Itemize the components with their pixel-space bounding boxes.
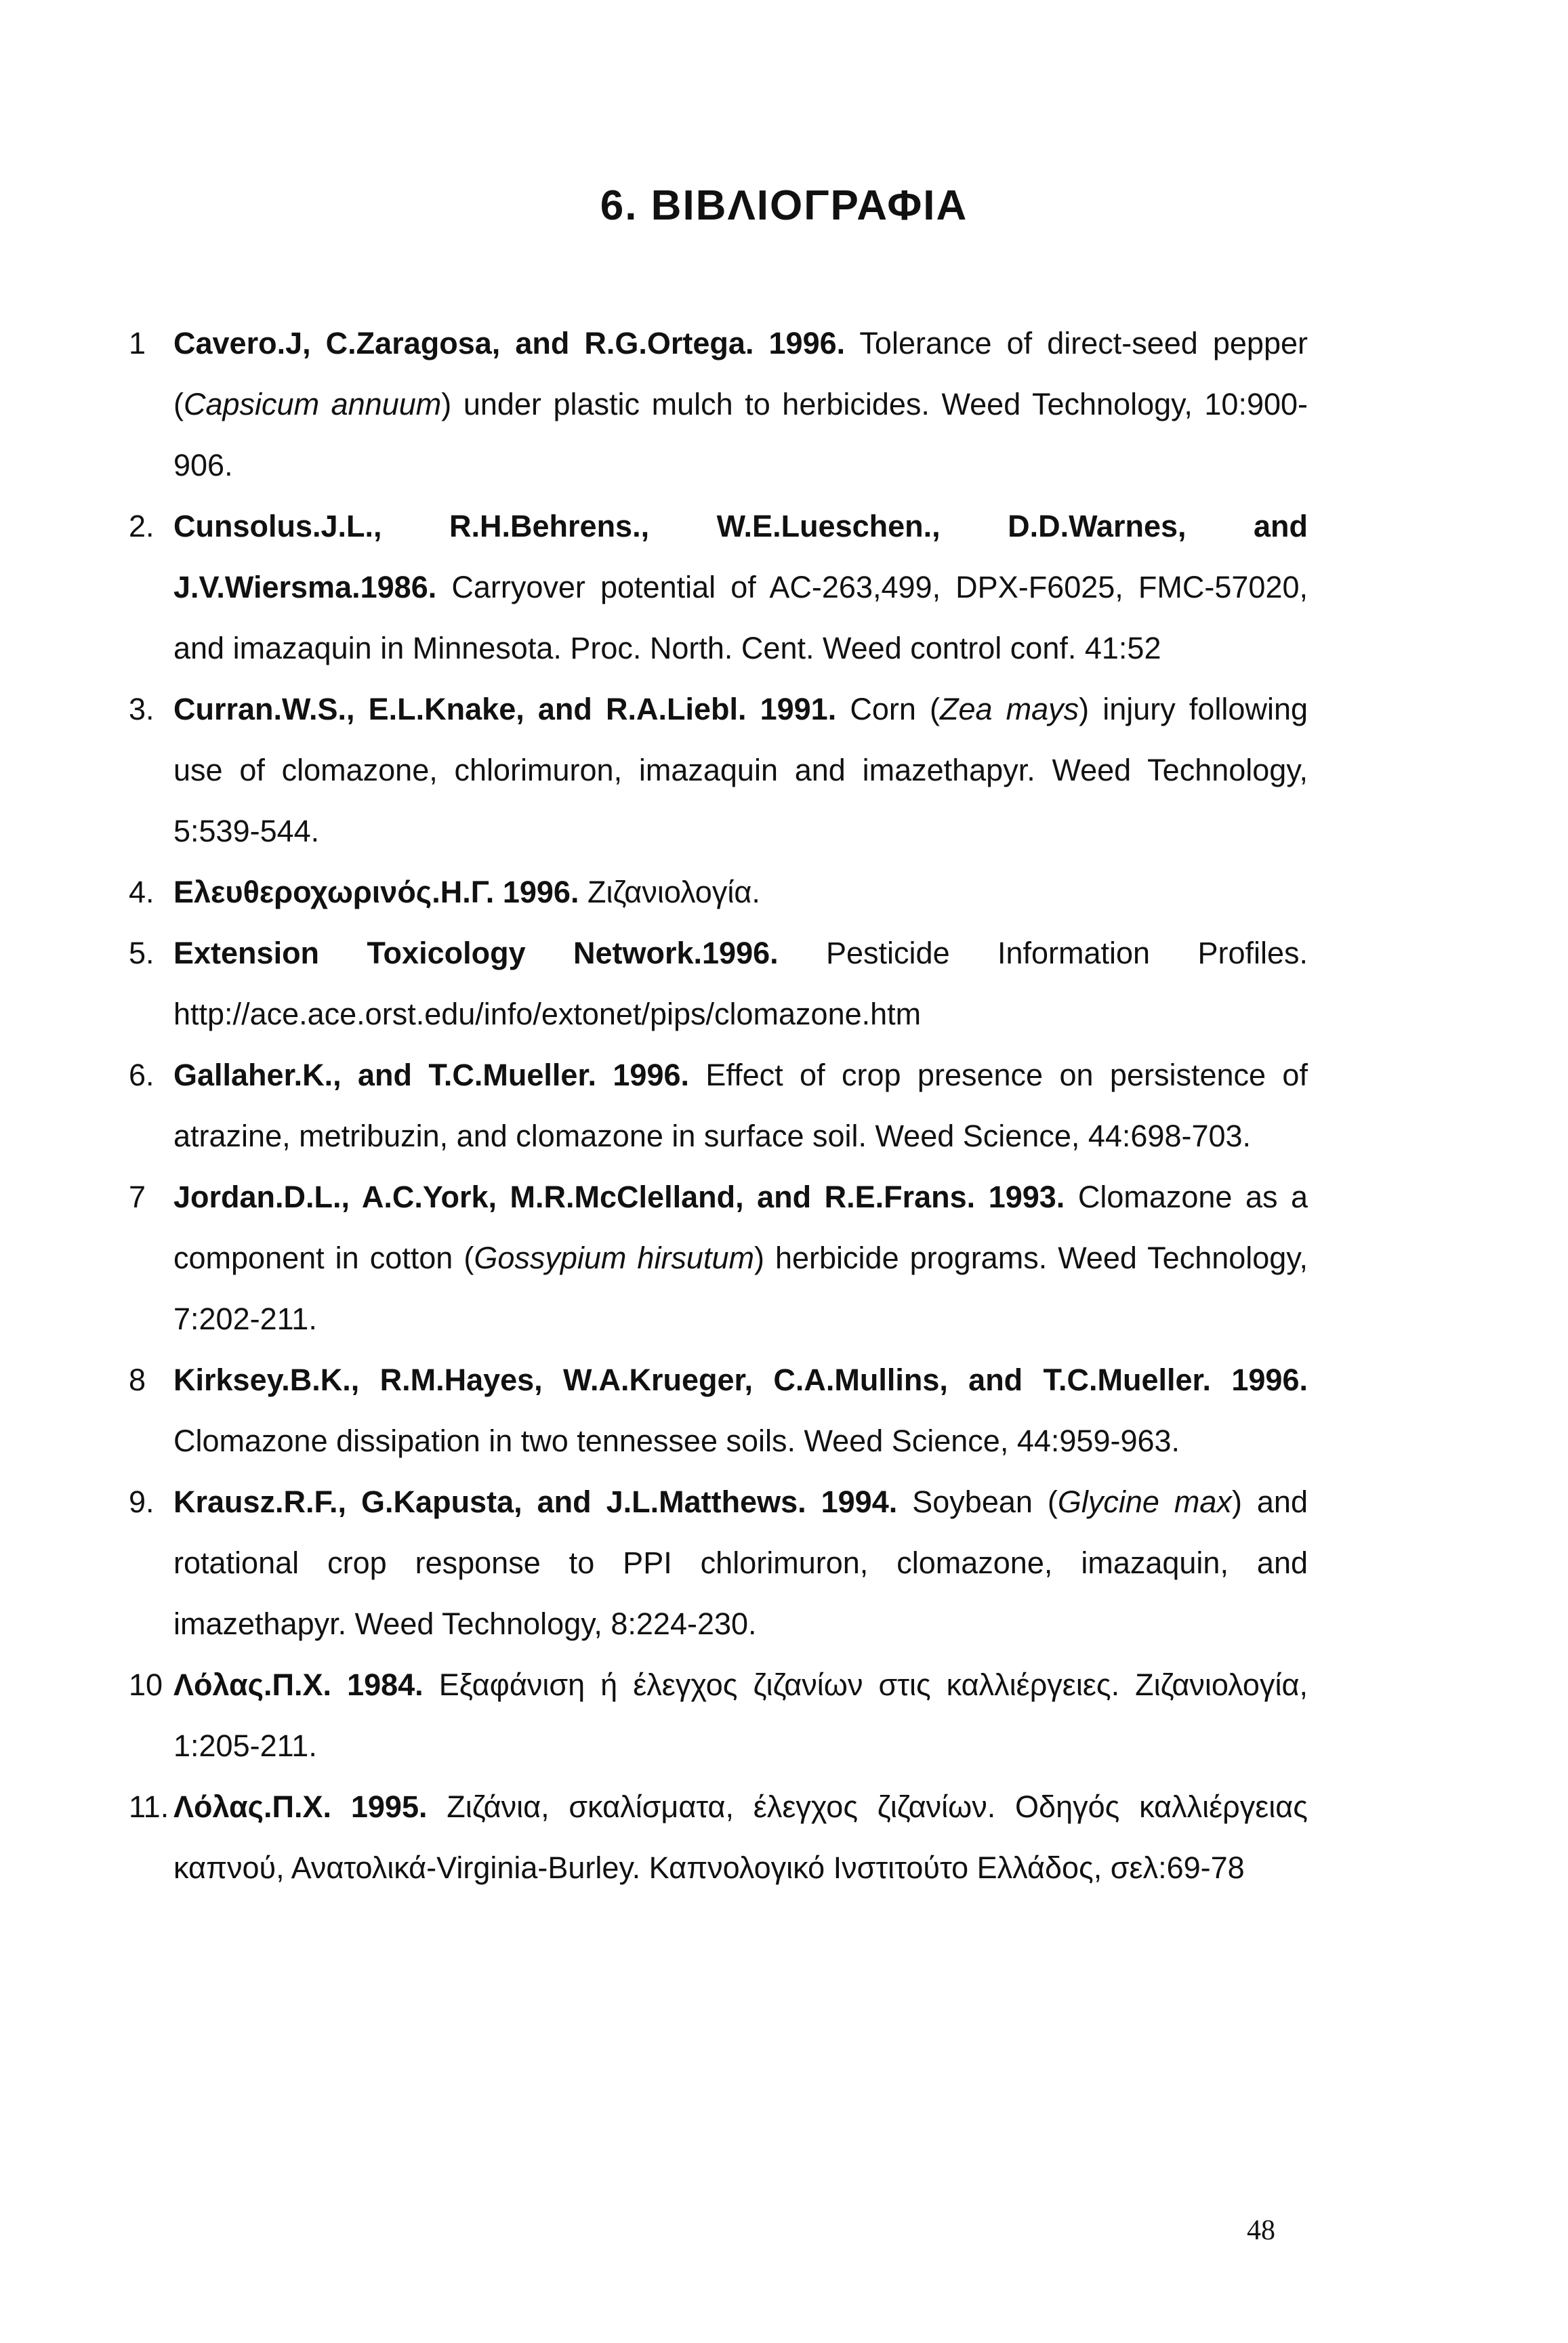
reference-number: 3. [129, 692, 154, 726]
reference-text: Soybean ( [912, 1485, 1058, 1519]
reference-item-6 [129, 1045, 1308, 1167]
reference-species: Zea mays [939, 692, 1079, 726]
reference-text: Effect of crop presence on persistence of atrazine, metribuzin, and clomazone in surface soil. Weed Science, 44:698-703. [173, 1058, 1308, 1153]
reference-number: 8 [129, 1363, 146, 1397]
reference-text: Clomazone dissipation in two tennessee soils. Weed Science, 44:959-963. [173, 1424, 1180, 1458]
reference-number: 7 [129, 1180, 146, 1214]
reference-text: Clomazone as a component in cotton ( [173, 1180, 1308, 1275]
reference-year: 1993. [988, 1180, 1065, 1214]
reference-list [129, 313, 1308, 1899]
reference-species: Gossypium hirsutum [474, 1241, 754, 1275]
reference-authors: Λόλας.Π.Χ. [173, 1667, 332, 1702]
reference-text: Carryover potential of AC-263,499, DPX-F6025, FMC-57020, and imazaquin in Minnesota. Proc. North. Cent. Weed control conf. 41:52 [173, 570, 1308, 665]
reference-year: 1996. [613, 1058, 690, 1092]
reference-item-5 [129, 923, 1308, 1045]
reference-authors: Curran.W.S., E.L.Knake, and R.A.Liebl. [173, 692, 747, 726]
reference-text-end: ) under plastic mulch to herbicides. Weed Technology, 10:900-906. [173, 387, 1308, 482]
reference-item-4 [129, 862, 1308, 923]
reference-year: 1984. [347, 1667, 424, 1702]
reference-text: Εξαφάνιση ή έλεγχος ζιζανίων στις καλλιέργειες. Ζιζανιολογία, 1:205-211. [173, 1667, 1308, 1763]
reference-year: 1995. [350, 1789, 428, 1824]
reference-authors: Λόλας.Π.Χ. [173, 1789, 332, 1824]
reference-number: 9. [129, 1485, 154, 1519]
reference-item-3 [129, 679, 1308, 862]
reference-text-end: ) herbicide programs. Weed Technology, 7:202-211. [173, 1241, 1308, 1336]
reference-number: 2. [129, 509, 154, 543]
reference-item-7 [129, 1167, 1308, 1350]
reference-number: 4. [129, 875, 154, 909]
reference-item-9 [129, 1472, 1308, 1655]
reference-number: 1 [129, 326, 146, 360]
reference-item-11 [129, 1777, 1308, 1899]
reference-authors: Ελευθεροχωρινός.Η.Γ. [173, 875, 495, 909]
reference-number: 11. [129, 1789, 169, 1824]
reference-text-end: ) injury following use of clomazone, chlorimuron, imazaquin and imazethapyr. Weed Technology, 5:539-544. [173, 692, 1308, 848]
reference-item-8 [129, 1350, 1308, 1472]
reference-text: Ζιζάνια, σκαλίσματα, έλεγχος ζιζανίων. Οδηγός καλλιέργειας καπνού, Ανατολικά-Virginia-Burley. Καπνολογικό Ινστιτούτο Ελλάδος, σελ:69-78 [173, 1789, 1308, 1885]
reference-text: Pesticide Information Profiles. http://ace.ace.orst.edu/info/extonet/pips/clomazone.htm [173, 936, 1308, 1031]
page-number: 48 [1247, 2215, 1275, 2246]
reference-year: 1996. [502, 875, 579, 909]
page-title: 6. ΒΙΒΛΙΟΓΡΑΦΙΑ [600, 182, 968, 229]
reference-item-2 [129, 496, 1308, 679]
reference-authors: Extension Toxicology Network. [173, 936, 703, 970]
reference-year: 1996. [702, 936, 779, 970]
reference-authors: Kirksey.B.K., R.M.Hayes, W.A.Krueger, C.A.Mullins, and T.C.Mueller. [173, 1363, 1212, 1397]
reference-number: 10 [129, 1667, 163, 1702]
reference-species: Glycine max [1057, 1485, 1232, 1519]
reference-authors: Krausz.R.F., G.Kapusta, and J.L.Matthews. [173, 1485, 806, 1519]
reference-year: 1996. [1231, 1363, 1308, 1397]
reference-year: 1994. [821, 1485, 898, 1519]
reference-species: Capsicum annuum [184, 387, 442, 421]
reference-year: 1991. [760, 692, 837, 726]
reference-authors: Cunsolus.J.L., R.H.Behrens., W.E.Lueschen., D.D.Warnes, and J.V.Wiersma. [173, 509, 1308, 604]
reference-year: 1996. [768, 326, 846, 360]
reference-number: 6. [129, 1058, 154, 1092]
reference-authors: Jordan.D.L., A.C.York, M.R.McClelland, and R.E.Frans. [173, 1180, 976, 1214]
reference-text: Corn ( [850, 692, 940, 726]
reference-text: Tolerance of direct-seed pepper ( [173, 326, 1308, 421]
reference-authors: Cavero.J, C.Zaragosa, and R.G.Ortega. [173, 326, 754, 360]
reference-text: Ζιζανιολογία. [587, 875, 760, 909]
reference-item-10 [129, 1655, 1308, 1777]
reference-authors: Gallaher.K., and T.C.Mueller. [173, 1058, 596, 1092]
reference-text-end: ) and rotational crop response to PPI chlorimuron, clomazone, imazaquin, and imazethapyr. Weed Technology, 8:224-230. [173, 1485, 1308, 1641]
reference-item-1 [129, 313, 1308, 496]
reference-year: 1986. [360, 570, 437, 604]
reference-number: 5. [129, 936, 154, 970]
